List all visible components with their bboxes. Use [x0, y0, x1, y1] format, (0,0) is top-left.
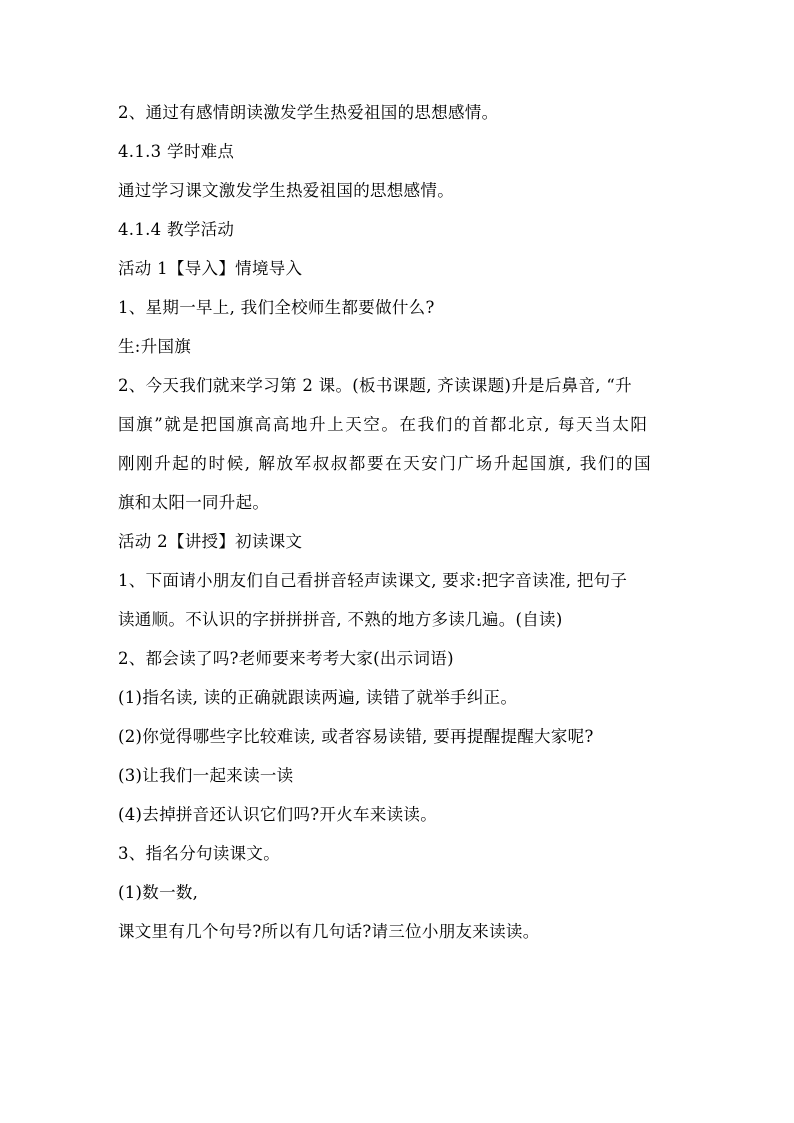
- paragraph-line: 2、都会读了吗?老师要来考考大家(出示词语): [118, 649, 454, 668]
- document-body: [118, 103, 688, 961]
- paragraph-line: 通过学习课文激发学生热爱祖国的思想感情。: [118, 181, 454, 200]
- paragraph-line: 1、下面请小朋友们自己看拼音轻声读课文, 要求:把字音读准, 把句子: [118, 571, 628, 590]
- section-heading: 4.1.3 学时难点: [118, 142, 235, 161]
- paragraph-line: (1)指名读, 读的正确就跟读两遍, 读错了就举手纠正。: [118, 688, 518, 707]
- activity-heading: 活动 2【讲授】初读课文: [118, 532, 303, 551]
- paragraph-line: 刚刚升起的时候, 解放军叔叔都要在天安门广场升起国旗, 我们的国: [118, 454, 653, 473]
- paragraph-line: 1、星期一早上, 我们全校师生都要做什么?: [118, 298, 435, 317]
- paragraph-line: (3)让我们一起来读一读: [118, 766, 294, 785]
- section-heading: 4.1.4 教学活动: [118, 220, 235, 239]
- paragraph-line: 3、指名分句读课文。: [118, 844, 280, 863]
- paragraph-line: 旗和太阳一同升起。: [118, 493, 270, 512]
- paragraph-line: 读通顺。不认识的字拼拼拼音, 不熟的地方多读几遍。(自读): [118, 610, 563, 629]
- paragraph-line: (4)去掉拼音还认识它们吗?开火车来读读。: [118, 805, 438, 824]
- paragraph-line: (1)数一数,: [118, 883, 199, 902]
- paragraph-line: (2)你觉得哪些字比较难读, 或者容易读错, 要再提醒提醒大家呢?: [118, 727, 594, 746]
- paragraph-line: 国旗”就是把国旗高高地升上天空。在我们的首都北京, 每天当太阳: [118, 415, 649, 434]
- activity-heading: 活动 1【导入】情境导入: [118, 259, 303, 278]
- paragraph-line: 2、今天我们就来学习第 2 课。(板书课题, 齐读课题)升是后鼻音, “升: [118, 376, 632, 395]
- paragraph-line: 课文里有几个句号?所以有几句话?请三位小朋友来读读。: [118, 922, 540, 941]
- paragraph-line: 生:升国旗: [118, 337, 192, 356]
- paragraph-line: 2、通过有感情朗读激发学生热爱祖国的思想感情。: [118, 103, 499, 122]
